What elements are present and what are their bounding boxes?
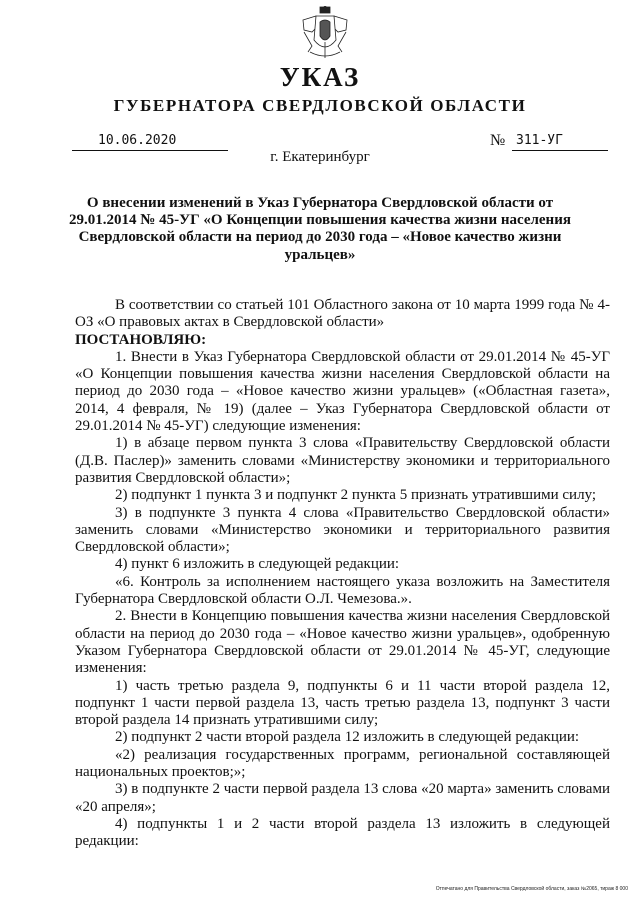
city: г. Екатеринбург (270, 149, 370, 165)
document-date: 10.06.2020 (72, 134, 228, 151)
number-sign: № (490, 132, 506, 149)
body-heading: ПОСТАНОВЛЯЮ: (75, 331, 207, 348)
print-footer: Отпечатано для Правительства Свердловской области, заказ №2065, тираж 8 000 (435, 886, 628, 892)
document-body (75, 297, 610, 851)
body-paragraph: 3) в подпункте 3 пункта 4 слова «Правительство Свердловской области» заменить словами «Министерство экономики и территориального развития Свердловской области»; (75, 504, 610, 556)
body-paragraph: 1. Внести в Указ Губернатора Свердловской области от 29.01.2014 № 45-УГ «О Концепции повышения качества жизни населения Свердловской области на период до 2030 года – «Новое качество жизни уральцев» («Областная газета», 2014, 4 февраля, № 19) (далее – Указ Губернатора Свердловской области от 29.01.2014 № 45-УГ) следующие изменения: (75, 348, 610, 435)
document-subject: О внесении изменений в Указ Губернатора Свердловской области от 29.01.2014 № 45-УГ «О Концепции повышения качества жизни населения Свердловской области на период до 2030 года – «Новое качество жизни уральцев» (69, 195, 571, 263)
body-paragraph: 2. Внести в Концепцию повышения качества жизни населения Свердловской области на период до 2030 года – «Новое качество жизни уральцев», одобренную Указом Губернатора Свердловской области от 29.01.2014 № 45-УГ, следующие изменения: (75, 608, 610, 677)
body-paragraph: 1) часть третью раздела 9, подпункты 6 и 11 части второй раздела 12, подпункт 1 части первой раздела 13, часть третью раздела 13, подпункт 3 части второй раздела 14 признать утратившими силу; (75, 677, 610, 729)
body-paragraph: «2) реализация государственных программ, региональной составляющей национальных проектов;»; (75, 746, 610, 781)
body-paragraph: 4) подпункты 1 и 2 части второй раздела 13 изложить в следующей редакции: (75, 815, 610, 850)
body-paragraph: 4) пункт 6 изложить в следующей редакции: (115, 556, 400, 573)
body-paragraph: 1) в абзаце первом пункта 3 слова «Правительству Свердловской области (Д.В. Паслер)» заменить словами «Министерству экономики и территориального развития Свердловской области»; (75, 435, 610, 486)
body-paragraph: В соответствии со статьей 101 Областного закона от 10 марта 1999 года № 4-ОЗ «О правовых актах в Свердловской области» (75, 297, 610, 331)
coat-of-arms-icon (298, 6, 352, 62)
document-number: 311-УГ (512, 134, 608, 151)
document-subtitle: ГУБЕРНАТОРА СВЕРДЛОВСКОЙ ОБЛАСТИ (113, 96, 527, 115)
body-paragraph: «6. Контроль за исполнением настоящего указа возложить на Заместителя Губернатора Свердловской области О.Л. Чемезова.». (75, 573, 610, 608)
body-paragraph: 2) подпункт 1 пункта 3 и подпункт 2 пункта 5 признать утратившими силу; (115, 487, 597, 504)
body-paragraph: 2) подпункт 2 части второй раздела 12 изложить в следующей редакции: (115, 729, 580, 746)
document-title: УКАЗ (279, 62, 361, 92)
body-paragraph: 3) в подпункте 2 части первой раздела 13 слова «20 марта» заменить словами «20 апреля»; (75, 781, 610, 815)
